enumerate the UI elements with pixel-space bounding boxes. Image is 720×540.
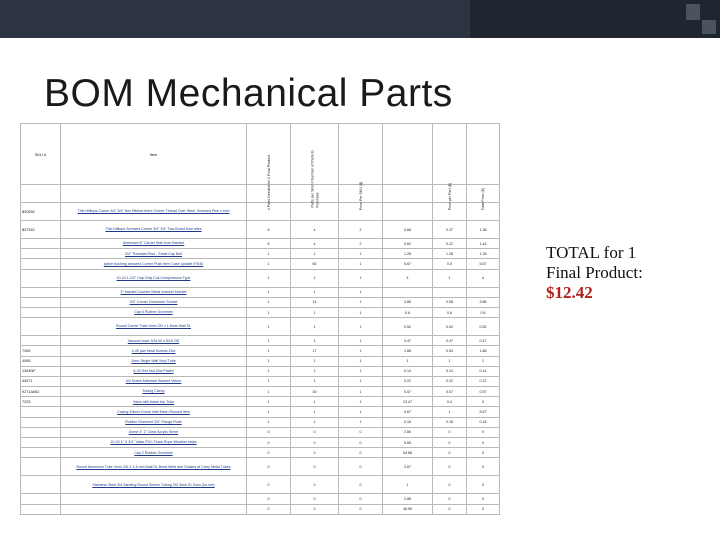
price-per-part-cell: 3.86 [383, 297, 433, 307]
table-row [21, 376, 500, 386]
parts-per-sku-cell: 0 [291, 476, 339, 494]
price-per-part-cell: 5.67 [383, 407, 433, 417]
price-part-cell: 1 [433, 356, 467, 366]
price-part-cell: 0 [433, 476, 467, 494]
table-header-row [21, 124, 500, 185]
item-cell[interactable]: 3/4" Threaded Rod - Small Cap Bolt [61, 249, 247, 259]
item-cell[interactable]: Stainless Steel 3/4 Sanding Round Sleeve Tubing OD 3mm ID 2mm (Do not) [61, 476, 247, 494]
price-sku-cell: 1 [339, 307, 383, 317]
header-item: Item [61, 124, 247, 185]
price-sku-cell: 1 [339, 407, 383, 417]
needed-cell: 0 [247, 448, 291, 458]
price-sku-cell: 0 [339, 504, 383, 514]
needed-cell: 1 [247, 336, 291, 346]
needed-cell: 1 [247, 387, 291, 397]
parts-per-sku-cell: 1 [291, 407, 339, 417]
slide-title: BOM Mechanical Parts [44, 72, 453, 115]
needed-cell: 0 [247, 427, 291, 437]
parts-per-sku-cell: 0 [291, 438, 339, 448]
total-price-cell: 0.52 [467, 318, 500, 336]
sku-cell [21, 269, 61, 287]
parts-per-sku-cell: 1 [291, 397, 339, 407]
sku-cell [21, 336, 61, 346]
price-part-cell: 1 [433, 407, 467, 417]
price-sku-cell: 0 [339, 448, 383, 458]
sku-cell [21, 307, 61, 317]
price-sku-cell: 1 [339, 297, 383, 307]
total-price-cell [467, 287, 500, 297]
total-value: $12.42 [546, 283, 593, 302]
price-part-cell: 0 [433, 438, 467, 448]
sku-cell [21, 458, 61, 476]
header-blank [383, 124, 433, 185]
sku-cell: 7265 [21, 346, 61, 356]
parts-per-sku-cell: 17 [291, 346, 339, 356]
table-row [21, 407, 500, 417]
item-cell[interactable]: spline bushing armored Corner Push Item Case Update 97040 [61, 259, 247, 269]
item-cell[interactable]: 10-24 1" X 3/4" Valve PVC Foam Rope Weather strips [61, 438, 247, 448]
parts-per-sku-cell: 1 [291, 356, 339, 366]
price-per-part-cell: 1 [383, 476, 433, 494]
parts-per-sku-cell: 30 [291, 387, 339, 397]
table-row [21, 417, 500, 427]
total-price-cell: 1.28 [467, 249, 500, 259]
price-sku-cell: 1 [339, 356, 383, 366]
total-price-cell: 0 [467, 476, 500, 494]
parts-per-sku-cell: 1 [291, 336, 339, 346]
price-per-part-cell: 0.22 [383, 376, 433, 386]
item-cell[interactable]: 2" bracket Counter Metal channel bracket [61, 287, 247, 297]
needed-cell: 1 [247, 346, 291, 356]
total-price-cell: 3.86 [467, 297, 500, 307]
price-sku-cell: 1 [339, 376, 383, 386]
price-sku-cell: 0 [339, 476, 383, 494]
parts-per-sku-cell: 1 [291, 249, 339, 259]
price-part-cell: 0.52 [433, 318, 467, 336]
table-row [21, 221, 500, 239]
item-cell [61, 494, 247, 504]
total-price-cell: 0.16 [467, 417, 500, 427]
table-row [21, 259, 500, 269]
total-price-cell: 4 [467, 269, 500, 287]
parts-per-sku-cell: 0 [291, 504, 339, 514]
price-per-part-cell [383, 185, 433, 203]
parts-per-sku-cell: 1 [291, 287, 339, 297]
bom-table [20, 123, 500, 515]
table-row [21, 297, 500, 307]
needed-cell: 1 [247, 397, 291, 407]
price-per-part-cell: 0.14 [383, 366, 433, 376]
top-bar [0, 0, 720, 38]
item-cell[interactable]: 2mm Single Wall Vinyl Tube [61, 356, 247, 366]
price-part-cell: 0.5 [433, 259, 467, 269]
header-needed: # Parts Needed for 1 Final Product [247, 124, 291, 185]
price-sku-cell: 0 [339, 458, 383, 476]
total-note [546, 243, 706, 303]
item-cell[interactable]: Thin Hilltops Screwed Corner 3/4" 3/4" Two-Bored from sites [61, 221, 247, 239]
table-row [21, 494, 500, 504]
item-cell[interactable]: Tubing Clamp [61, 387, 247, 397]
price-per-part-cell: 1.88 [383, 346, 433, 356]
table-row [21, 318, 500, 336]
price-part-cell: 0.4 [433, 397, 467, 407]
parts-per-sku-cell: 4 [291, 221, 339, 239]
price-sku-cell: 1 [339, 269, 383, 287]
price-per-part-cell: 54.88 [383, 448, 433, 458]
corner-square [686, 4, 700, 20]
sku-cell [21, 448, 61, 458]
item-cell[interactable]: Round Corner Tube 3mm OD x 1.6mm Wall SL [61, 318, 247, 336]
sku-cell: 4065 [21, 356, 61, 366]
price-per-part-cell: 0.47 [383, 336, 433, 346]
table-row [21, 346, 500, 356]
price-sku-cell: 1 [339, 336, 383, 346]
sku-cell: $30652 [21, 203, 61, 221]
top-bar-stripe [0, 0, 470, 38]
item-cell [61, 185, 247, 203]
table-row [21, 336, 500, 346]
price-sku-cell: 1 [339, 417, 383, 427]
total-price-cell: 0.14 [467, 366, 500, 376]
price-sku-cell: 1 [339, 346, 383, 356]
price-per-part-cell: 1 [383, 356, 433, 366]
table-row [21, 356, 500, 366]
parts-per-sku-cell: 0 [291, 458, 339, 476]
price-per-part-cell: 3.67 [383, 458, 433, 476]
price-per-part-cell: 0.6 [383, 307, 433, 317]
price-sku-cell: 1 [339, 366, 383, 376]
header-sku: SKU # [21, 124, 61, 185]
price-part-cell: 0 [433, 427, 467, 437]
sku-cell [21, 427, 61, 437]
corner-square [702, 20, 716, 34]
item-cell[interactable]: Aluminum 6" Carrier Side from Blanket [61, 239, 247, 249]
bom-table-body [21, 185, 500, 515]
total-price-cell: 0 [467, 448, 500, 458]
item-cell[interactable]: Rubber Grommet 3/4" Flange Rods [61, 417, 247, 427]
price-per-part-cell: 13.47 [383, 397, 433, 407]
table-row [21, 203, 500, 221]
sku-cell [21, 239, 61, 249]
header-price-part: Price per Part ($) [433, 124, 467, 185]
parts-per-sku-cell: 0 [291, 494, 339, 504]
sku-cell: 9271A652 [21, 387, 61, 397]
price-part-cell: 0.22 [433, 376, 467, 386]
total-price-cell: 1.44 [467, 239, 500, 249]
parts-per-sku-cell: 14 [291, 297, 339, 307]
table-row [21, 458, 500, 476]
parts-per-sku-cell: 0 [291, 427, 339, 437]
sku-cell: $37542 [21, 221, 61, 239]
table-row [21, 185, 500, 203]
total-price-cell: 0.6 [467, 307, 500, 317]
needed-cell: 1 [247, 259, 291, 269]
total-note-line1: TOTAL for 1 [546, 243, 637, 262]
needed-cell: 1 [247, 318, 291, 336]
total-price-cell: 0 [467, 438, 500, 448]
parts-per-sku-cell: 60 [291, 259, 339, 269]
table-row [21, 387, 500, 397]
parts-per-sku-cell: 1 [291, 269, 339, 287]
table-row [21, 287, 500, 297]
price-part-cell: 0.22 [433, 239, 467, 249]
needed-cell: 0 [247, 476, 291, 494]
parts-per-sku-cell: 1 [291, 417, 339, 427]
price-per-part-cell: 0.62 [383, 239, 433, 249]
needed-cell: 0 [247, 438, 291, 448]
price-sku-cell: 1 [339, 259, 383, 269]
item-cell [61, 504, 247, 514]
total-price-cell: 0 [467, 504, 500, 514]
table-row [21, 269, 500, 287]
item-cell[interactable]: Cap 2 Rubber Grommet [61, 448, 247, 458]
price-per-part-cell: 5.66 [383, 438, 433, 448]
price-part-cell: 0.37 [433, 221, 467, 239]
sku-cell [21, 494, 61, 504]
sku-cell: 44571 [21, 376, 61, 386]
price-part-cell: 0.6 [433, 307, 467, 317]
table-row [21, 438, 500, 448]
total-price-cell: 1.36 [467, 221, 500, 239]
needed-cell: 6 [247, 221, 291, 239]
sku-cell [21, 407, 61, 417]
total-price-cell: 5.67 [467, 259, 500, 269]
item-cell[interactable]: 4-40 pan head Screws Zinc [61, 346, 247, 356]
item-cell[interactable]: Vacuum hose 3/16 ID x 5/16 OD [61, 336, 247, 346]
item-cell[interactable]: Round Aluminum Tube 3mm OD X 1.6 mm Wall SL Bend Weld and Shakes at Carry Metal Tubes [61, 458, 247, 476]
price-sku-cell: 0 [339, 427, 383, 437]
price-sku-cell: 1 [339, 397, 383, 407]
total-price-cell: 0 [467, 458, 500, 476]
price-per-part-cell: 2.66 [383, 427, 433, 437]
price-part-cell: 0 [433, 448, 467, 458]
price-sku-cell: 1 [339, 318, 383, 336]
sku-cell: 7225 [21, 397, 61, 407]
total-note-line2: Final Product: [546, 263, 643, 282]
price-part-cell: 0.57 [433, 387, 467, 397]
needed-cell: 1 [247, 307, 291, 317]
sku-cell [21, 287, 61, 297]
total-price-cell: 5.67 [467, 407, 500, 417]
item-cell[interactable]: Valve with frame trip Tube [61, 397, 247, 407]
price-sku-cell: 2 [339, 221, 383, 239]
table-row [21, 239, 500, 249]
sku-cell [21, 476, 61, 494]
table-row [21, 427, 500, 437]
price-sku-cell: 1 [339, 387, 383, 397]
price-part-cell: 1.28 [433, 249, 467, 259]
sku-cell [21, 318, 61, 336]
sku-cell [21, 438, 61, 448]
parts-per-sku-cell: 0 [291, 448, 339, 458]
sku-cell: 1364NF [21, 366, 61, 376]
table-row [21, 366, 500, 376]
header-parts-per-sku: Parts per SKU # Number of Parts to Purchase [291, 124, 339, 185]
sku-cell [21, 249, 61, 259]
item-cell[interactable]: 6-32 Hex Nut Zinc Plated [61, 366, 247, 376]
price-per-part-cell: 0.16 [383, 417, 433, 427]
total-price-cell: 0.22 [467, 376, 500, 386]
parts-per-sku-cell: 1 [291, 318, 339, 336]
price-per-part-cell: 48.55 [383, 504, 433, 514]
price-per-part-cell: 4 [383, 269, 433, 287]
price-part-cell: 0 [433, 504, 467, 514]
item-cell[interactable]: 10-24 1-1/2" Cap Only Coil-Compression Type [61, 269, 247, 287]
table-row [21, 397, 500, 407]
header-price-sku: Price Per SKU ($) [339, 124, 383, 185]
needed-cell: 0 [247, 458, 291, 476]
total-price-cell: 0.47 [467, 336, 500, 346]
total-price-cell: 1 [467, 356, 500, 366]
price-per-part-cell: 0.68 [383, 221, 433, 239]
needed-cell: 1 [247, 407, 291, 417]
needed-cell: 1 [247, 417, 291, 427]
price-sku-cell: 1 [339, 287, 383, 297]
total-price-cell: 1.88 [467, 346, 500, 356]
price-per-part-cell: 2.88 [383, 494, 433, 504]
needed-cell: 6 [247, 239, 291, 249]
sku-cell [21, 417, 61, 427]
price-per-part-cell: 1.28 [383, 249, 433, 259]
sku-cell [21, 297, 61, 307]
price-per-part-cell [383, 287, 433, 297]
item-cell[interactable]: Casing 3/4mm Dome Inlet Mesh Reused Item [61, 407, 247, 417]
header-total-price: Total Price ($) [467, 124, 500, 185]
price-part-cell: 0.47 [433, 336, 467, 346]
table-row [21, 504, 500, 514]
table-row [21, 448, 500, 458]
price-part-cell [433, 287, 467, 297]
price-per-part-cell: 5.67 [383, 259, 433, 269]
sku-cell [21, 185, 61, 203]
needed-cell: 0 [247, 504, 291, 514]
needed-cell: 1 [247, 376, 291, 386]
item-cell[interactable]: Thin Hilltops Cursor 3/4" 3/4" Hex Ribbon there Corner Thread Over Steel, Screwed Pine x inch [61, 203, 247, 221]
needed-cell: 1 [247, 366, 291, 376]
price-per-part-cell: 0.52 [383, 318, 433, 336]
total-price-cell: 0.57 [467, 387, 500, 397]
item-cell[interactable]: Dome 4" 2" Clear Acrylic Sheet [61, 427, 247, 437]
price-part-cell: 0.16 [433, 417, 467, 427]
item-cell[interactable]: 3/4 Screw Adhesive Backed Velcro [61, 376, 247, 386]
item-cell[interactable]: Cap 6 Rubber Grommet [61, 307, 247, 317]
needed-cell: 1 [247, 356, 291, 366]
parts-per-sku-cell: 1 [291, 376, 339, 386]
price-sku-cell: 1 [339, 249, 383, 259]
parts-per-sku-cell: 1 [291, 307, 339, 317]
price-part-cell: 0 [433, 494, 467, 504]
total-price-cell: 0 [467, 397, 500, 407]
price-part-cell: 0 [433, 458, 467, 476]
needed-cell: 0 [247, 494, 291, 504]
price-part-cell: 0.14 [433, 366, 467, 376]
price-per-part-cell: 0.57 [383, 387, 433, 397]
parts-per-sku-cell: 1 [291, 366, 339, 376]
item-cell[interactable]: 3/4" Corner Connector Socket [61, 297, 247, 307]
price-part-cell: 0.53 [433, 346, 467, 356]
price-per-part-cell [383, 203, 433, 221]
table-row [21, 476, 500, 494]
needed-cell: 1 [247, 249, 291, 259]
needed-cell: 1 [247, 287, 291, 297]
price-part-cell: 0.08 [433, 297, 467, 307]
total-price-cell: 0 [467, 427, 500, 437]
price-part-cell: 1 [433, 269, 467, 287]
price-sku-cell: 0 [339, 494, 383, 504]
parts-per-sku-cell: 4 [291, 239, 339, 249]
needed-cell: 1 [247, 297, 291, 307]
needed-cell: 1 [247, 269, 291, 287]
table-row [21, 307, 500, 317]
sku-cell [21, 504, 61, 514]
table-row [21, 249, 500, 259]
price-sku-cell: 2 [339, 239, 383, 249]
total-price-cell: 0 [467, 494, 500, 504]
price-sku-cell: 0 [339, 438, 383, 448]
sku-cell [21, 259, 61, 269]
